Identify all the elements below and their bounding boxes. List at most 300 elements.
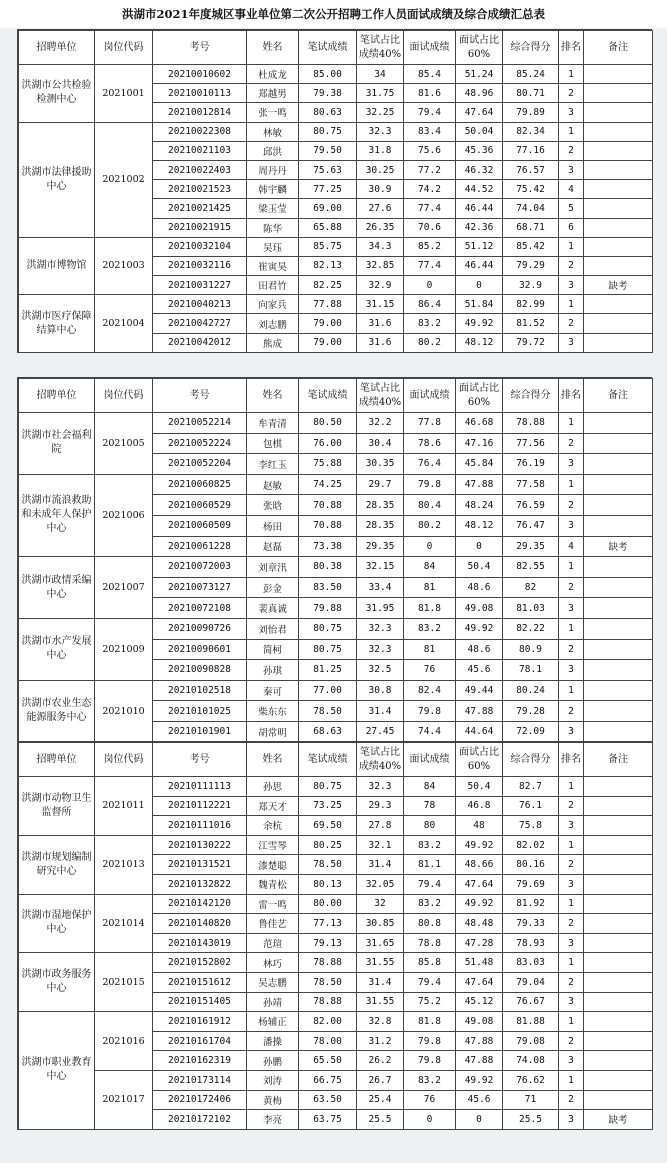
interview-score-cell: 74.2: [404, 180, 456, 199]
written-weighted-cell: 30.35: [357, 454, 404, 475]
rank-cell: 1: [559, 295, 584, 314]
written-score-cell: 73.38: [299, 536, 357, 557]
written-weighted-cell: 30.4: [357, 433, 404, 454]
interview-weighted-cell: 46.68: [456, 413, 503, 434]
table-row: [19, 835, 653, 855]
rank-cell: 1: [559, 413, 584, 434]
written-weighted-cell: 31.15: [357, 295, 404, 314]
header-total-score: 综合得分: [503, 31, 559, 65]
written-weighted-cell: 29.3: [357, 796, 404, 816]
remark-cell: [584, 1031, 653, 1051]
unit-cell: 洪湖市医疗保障结算中心: [19, 295, 95, 353]
name-cell: 魏青松: [247, 874, 299, 894]
exam-id-cell: 20210111113: [153, 777, 247, 797]
table-row: [19, 777, 653, 797]
post-code-cell: 2021004: [95, 295, 153, 353]
remark-cell: [584, 84, 653, 103]
written-weighted-cell: 28.35: [357, 495, 404, 516]
name-cell: 刘怡君: [247, 618, 299, 639]
rank-cell: 2: [559, 577, 584, 598]
unit-cell: 洪湖市政务服务中心: [19, 953, 95, 1012]
total-score-cell: 75.8: [503, 816, 559, 836]
total-score-cell: 85.42: [503, 237, 559, 256]
header-rank: 排名: [559, 743, 584, 777]
total-score-cell: 78.1: [503, 660, 559, 681]
interview-score-cell: 80.8: [404, 914, 456, 934]
remark-cell: [584, 972, 653, 992]
rank-cell: 1: [559, 618, 584, 639]
rank-cell: 2: [559, 84, 584, 103]
total-score-cell: 82.34: [503, 122, 559, 141]
post-code-cell: 2021006: [95, 474, 153, 556]
interview-weighted-cell: 51.12: [456, 237, 503, 256]
remark-cell: 缺考: [584, 536, 653, 557]
remark-cell: [584, 141, 653, 160]
exam-id-cell: 20210021523: [153, 180, 247, 199]
interview-weighted-cell: 50.04: [456, 122, 503, 141]
name-cell: 赵敏: [247, 474, 299, 495]
interview-score-cell: 81: [404, 639, 456, 660]
interview-weighted-cell: 48.12: [456, 515, 503, 536]
remark-cell: 缺考: [584, 276, 653, 295]
written-weighted-cell: 32.1: [357, 835, 404, 855]
remark-cell: [584, 835, 653, 855]
written-weighted-cell: 31.4: [357, 972, 404, 992]
written-score-cell: 80.75: [299, 122, 357, 141]
interview-score-cell: 83.2: [404, 618, 456, 639]
interview-weighted-cell: 47.64: [456, 874, 503, 894]
interview-weighted-cell: 45.84: [456, 454, 503, 475]
name-cell: 刘涛: [247, 1070, 299, 1090]
rank-cell: 1: [559, 1012, 584, 1032]
name-cell: 刘章汛: [247, 557, 299, 578]
interview-weighted-cell: 46.8: [456, 796, 503, 816]
written-score-cell: 63.75: [299, 1110, 357, 1130]
rank-cell: 4: [559, 180, 584, 199]
exam-id-cell: 20210022308: [153, 122, 247, 141]
interview-score-cell: 86.4: [404, 295, 456, 314]
header-interview-weighted: 面试占比60%: [456, 379, 503, 413]
exam-id-cell: 20210162319: [153, 1051, 247, 1071]
interview-score-cell: 70.6: [404, 218, 456, 237]
written-score-cell: 80.25: [299, 835, 357, 855]
exam-id-cell: 20210010113: [153, 84, 247, 103]
table-row: [19, 65, 653, 84]
written-score-cell: 69.50: [299, 816, 357, 836]
interview-weighted-cell: 42.36: [456, 218, 503, 237]
name-cell: 周丹丹: [247, 160, 299, 179]
written-score-cell: 82.00: [299, 1012, 357, 1032]
written-weighted-cell: 29.35: [357, 536, 404, 557]
remark-cell: [584, 295, 653, 314]
header-rank: 排名: [559, 379, 584, 413]
exam-id-cell: 20210032116: [153, 256, 247, 275]
name-cell: 韩宇麟: [247, 180, 299, 199]
total-score-cell: 81.88: [503, 1012, 559, 1032]
rank-cell: 2: [559, 855, 584, 875]
remark-cell: [584, 816, 653, 836]
post-code-cell: 2021001: [95, 65, 153, 123]
total-score-cell: 32.9: [503, 276, 559, 295]
exam-id-cell: 20210052224: [153, 433, 247, 454]
total-score-cell: 80.16: [503, 855, 559, 875]
name-cell: 鲁佳艺: [247, 914, 299, 934]
written-score-cell: 77.13: [299, 914, 357, 934]
interview-weighted-cell: 49.92: [456, 314, 503, 333]
written-weighted-cell: 32.2: [357, 413, 404, 434]
remark-cell: [584, 433, 653, 454]
exam-id-cell: 20210052214: [153, 413, 247, 434]
written-weighted-cell: 32: [357, 894, 404, 914]
rank-cell: 2: [559, 796, 584, 816]
header-row: [19, 31, 653, 65]
interview-score-cell: 83.2: [404, 1070, 456, 1090]
name-cell: 包棋: [247, 433, 299, 454]
remark-cell: [584, 598, 653, 619]
total-score-cell: 78.88: [503, 413, 559, 434]
total-score-cell: 81.03: [503, 598, 559, 619]
header-interview-weighted: 面试占比60%: [456, 31, 503, 65]
total-score-cell: 82.99: [503, 295, 559, 314]
interview-weighted-cell: 47.88: [456, 1051, 503, 1071]
interview-weighted-cell: 49.44: [456, 680, 503, 701]
written-score-cell: 80.75: [299, 777, 357, 797]
interview-weighted-cell: 49.92: [456, 618, 503, 639]
interview-weighted-cell: 46.32: [456, 160, 503, 179]
exam-id-cell: 20210111016: [153, 816, 247, 836]
total-score-cell: 82.22: [503, 618, 559, 639]
rank-cell: 1: [559, 680, 584, 701]
rank-cell: 1: [559, 237, 584, 256]
rank-cell: 3: [559, 816, 584, 836]
score-table-section: [17, 29, 652, 353]
written-weighted-cell: 31.75: [357, 84, 404, 103]
remark-cell: [584, 894, 653, 914]
post-code-cell: 2021010: [95, 680, 153, 742]
header-row: [19, 379, 653, 413]
total-score-cell: 74.04: [503, 199, 559, 218]
written-score-cell: 70.88: [299, 495, 357, 516]
written-score-cell: 80.38: [299, 557, 357, 578]
interview-weighted-cell: 0: [456, 1110, 503, 1130]
name-cell: 雷一鸣: [247, 894, 299, 914]
written-weighted-cell: 27.45: [357, 721, 404, 742]
remark-cell: [584, 218, 653, 237]
rank-cell: 2: [559, 701, 584, 722]
remark-cell: [584, 639, 653, 660]
unit-cell: 洪湖市动物卫生监督所: [19, 777, 95, 836]
rank-cell: 1: [559, 1070, 584, 1090]
exam-id-cell: 20210072108: [153, 598, 247, 619]
interview-weighted-cell: 46.44: [456, 256, 503, 275]
written-score-cell: 66.75: [299, 1070, 357, 1090]
unit-cell: 洪湖市农业生态能源服务中心: [19, 680, 95, 742]
name-cell: 秦可: [247, 680, 299, 701]
post-code-cell: 2021014: [95, 894, 153, 953]
total-score-cell: 82.55: [503, 557, 559, 578]
name-cell: 余杭: [247, 816, 299, 836]
written-weighted-cell: 32.25: [357, 103, 404, 122]
interview-score-cell: 76: [404, 660, 456, 681]
total-score-cell: 80.71: [503, 84, 559, 103]
total-score-cell: 76.62: [503, 1070, 559, 1090]
remark-cell: [584, 953, 653, 973]
interview-score-cell: 75.6: [404, 141, 456, 160]
post-code-cell: 2021002: [95, 122, 153, 237]
total-score-cell: 80.24: [503, 680, 559, 701]
header-post-code: 岗位代码: [95, 31, 153, 65]
total-score-cell: 81.92: [503, 894, 559, 914]
exam-id-cell: 20210132822: [153, 874, 247, 894]
remark-cell: [584, 413, 653, 434]
total-score-cell: 76.59: [503, 495, 559, 516]
name-cell: 杨田: [247, 515, 299, 536]
total-score-cell: 77.16: [503, 141, 559, 160]
name-cell: 张晗: [247, 495, 299, 516]
written-weighted-cell: 32.8: [357, 1012, 404, 1032]
rank-cell: 3: [559, 874, 584, 894]
interview-weighted-cell: 45.12: [456, 992, 503, 1012]
remark-cell: [584, 701, 653, 722]
rank-cell: 3: [559, 992, 584, 1012]
remark-cell: [584, 796, 653, 816]
unit-cell: 洪湖市流浪救助和未成年人保护中心: [19, 474, 95, 556]
exam-id-cell: 20210021915: [153, 218, 247, 237]
interview-score-cell: 76: [404, 1090, 456, 1110]
remark-cell: [584, 577, 653, 598]
exam-id-cell: 20210010602: [153, 65, 247, 84]
written-score-cell: 78.50: [299, 701, 357, 722]
rank-cell: 1: [559, 557, 584, 578]
remark-cell: [584, 1012, 653, 1032]
exam-id-cell: 20210042727: [153, 314, 247, 333]
name-cell: 孙琪: [247, 660, 299, 681]
written-weighted-cell: 30.9: [357, 180, 404, 199]
header-unit: 招聘单位: [19, 31, 95, 65]
exam-id-cell: 20210101901: [153, 721, 247, 742]
header-written-weighted: 笔试占比成绩40%: [357, 31, 404, 65]
rank-cell: 3: [559, 598, 584, 619]
total-score-cell: 25.5: [503, 1110, 559, 1130]
exam-id-cell: 20210090726: [153, 618, 247, 639]
rank-cell: 1: [559, 122, 584, 141]
interview-score-cell: 81.8: [404, 1012, 456, 1032]
exam-id-cell: 20210101025: [153, 701, 247, 722]
total-score-cell: 79.72: [503, 333, 559, 352]
interview-weighted-cell: 0: [456, 536, 503, 557]
interview-score-cell: 74.4: [404, 721, 456, 742]
interview-weighted-cell: 46.44: [456, 199, 503, 218]
interview-weighted-cell: 47.64: [456, 972, 503, 992]
interview-score-cell: 81.1: [404, 855, 456, 875]
interview-weighted-cell: 49.92: [456, 1070, 503, 1090]
written-weighted-cell: 31.4: [357, 855, 404, 875]
unit-cell: 洪湖市水产发展中心: [19, 618, 95, 680]
interview-weighted-cell: 51.84: [456, 295, 503, 314]
written-weighted-cell: 31.65: [357, 933, 404, 953]
header-written-weighted: 笔试占比成绩40%: [357, 379, 404, 413]
rank-cell: 1: [559, 777, 584, 797]
remark-cell: [584, 256, 653, 275]
interview-score-cell: 0: [404, 276, 456, 295]
written-score-cell: 83.50: [299, 577, 357, 598]
exam-id-cell: 20210072003: [153, 557, 247, 578]
score-table: [18, 30, 653, 353]
interview-weighted-cell: 48.66: [456, 855, 503, 875]
exam-id-cell: 20210012814: [153, 103, 247, 122]
written-weighted-cell: 31.6: [357, 333, 404, 352]
exam-id-cell: 20210021425: [153, 199, 247, 218]
exam-id-cell: 20210061228: [153, 536, 247, 557]
written-weighted-cell: 26.7: [357, 1070, 404, 1090]
written-weighted-cell: 31.4: [357, 701, 404, 722]
written-weighted-cell: 32.5: [357, 660, 404, 681]
name-cell: 孙靖: [247, 992, 299, 1012]
name-cell: 邱洪: [247, 141, 299, 160]
exam-id-cell: 20210172102: [153, 1110, 247, 1130]
score-table-section: [17, 741, 652, 1130]
header-remark: 备注: [584, 379, 653, 413]
rank-cell: 3: [559, 333, 584, 352]
interview-weighted-cell: 45.6: [456, 1090, 503, 1110]
total-score-cell: 79.28: [503, 701, 559, 722]
name-cell: 孙思: [247, 777, 299, 797]
exam-id-cell: 20210161912: [153, 1012, 247, 1032]
unit-cell: 洪湖市湿地保护中心: [19, 894, 95, 953]
exam-id-cell: 20210073127: [153, 577, 247, 598]
name-cell: 简柯: [247, 639, 299, 660]
interview-weighted-cell: 49.08: [456, 1012, 503, 1032]
written-weighted-cell: 34.3: [357, 237, 404, 256]
interview-weighted-cell: 45.6: [456, 660, 503, 681]
exam-id-cell: 20210130222: [153, 835, 247, 855]
remark-cell: [584, 992, 653, 1012]
total-score-cell: 76.19: [503, 454, 559, 475]
written-score-cell: 80.75: [299, 618, 357, 639]
interview-score-cell: 85.8: [404, 953, 456, 973]
header-exam-id: 考号: [153, 31, 247, 65]
rank-cell: 1: [559, 835, 584, 855]
written-score-cell: 80.75: [299, 639, 357, 660]
unit-cell: 洪湖市政情采编中心: [19, 557, 95, 619]
written-weighted-cell: 30.25: [357, 160, 404, 179]
remark-cell: [584, 474, 653, 495]
written-weighted-cell: 27.8: [357, 816, 404, 836]
remark-cell: [584, 721, 653, 742]
interview-score-cell: 79.4: [404, 972, 456, 992]
interview-weighted-cell: 49.92: [456, 835, 503, 855]
interview-weighted-cell: 47.28: [456, 933, 503, 953]
header-unit: 招聘单位: [19, 379, 95, 413]
rank-cell: 2: [559, 1031, 584, 1051]
remark-cell: [584, 333, 653, 352]
rank-cell: 2: [559, 972, 584, 992]
header-interview-score: 面试成绩: [404, 743, 456, 777]
exam-id-cell: 20210161704: [153, 1031, 247, 1051]
total-score-cell: 83.03: [503, 953, 559, 973]
written-score-cell: 82.13: [299, 256, 357, 275]
interview-weighted-cell: 48.6: [456, 577, 503, 598]
rank-cell: 1: [559, 953, 584, 973]
written-weighted-cell: 31.2: [357, 1031, 404, 1051]
table-row: [19, 557, 653, 578]
score-table-section: [17, 377, 652, 743]
post-code-cell: 2021015: [95, 953, 153, 1012]
name-cell: 郑越男: [247, 84, 299, 103]
rank-cell: 3: [559, 933, 584, 953]
written-weighted-cell: 32.85: [357, 256, 404, 275]
interview-score-cell: 81: [404, 577, 456, 598]
remark-cell: [584, 314, 653, 333]
written-score-cell: 68.63: [299, 721, 357, 742]
interview-weighted-cell: 48.6: [456, 639, 503, 660]
score-table: [18, 378, 653, 743]
header-remark: 备注: [584, 743, 653, 777]
interview-score-cell: 80.4: [404, 495, 456, 516]
interview-weighted-cell: 47.88: [456, 701, 503, 722]
written-score-cell: 78.50: [299, 855, 357, 875]
header-written-weighted: 笔试占比成绩40%: [357, 743, 404, 777]
rank-cell: 4: [559, 536, 584, 557]
table-row: [19, 122, 653, 141]
written-weighted-cell: 26.35: [357, 218, 404, 237]
remark-cell: [584, 914, 653, 934]
post-code-cell: 2021007: [95, 557, 153, 619]
rank-cell: 2: [559, 639, 584, 660]
written-score-cell: 80.13: [299, 874, 357, 894]
name-cell: 赵磊: [247, 536, 299, 557]
written-score-cell: 78.88: [299, 953, 357, 973]
total-score-cell: 85.24: [503, 65, 559, 84]
interview-score-cell: 81.6: [404, 84, 456, 103]
exam-id-cell: 20210090601: [153, 639, 247, 660]
name-cell: 田君竹: [247, 276, 299, 295]
name-cell: 向家兵: [247, 295, 299, 314]
remark-cell: [584, 1051, 653, 1071]
unit-cell: 洪湖市规划编制研究中心: [19, 835, 95, 894]
table-row: [19, 618, 653, 639]
rank-cell: 3: [559, 660, 584, 681]
exam-id-cell: 20210042012: [153, 333, 247, 352]
total-score-cell: 76.1: [503, 796, 559, 816]
exam-id-cell: 20210140820: [153, 914, 247, 934]
total-score-cell: 82.02: [503, 835, 559, 855]
written-weighted-cell: 31.55: [357, 992, 404, 1012]
interview-score-cell: 80.2: [404, 515, 456, 536]
interview-score-cell: 83.2: [404, 835, 456, 855]
written-weighted-cell: 30.8: [357, 680, 404, 701]
name-cell: 漆楚聪: [247, 855, 299, 875]
written-score-cell: 69.00: [299, 199, 357, 218]
name-cell: 潘操: [247, 1031, 299, 1051]
header-interview-weighted: 面试占比60%: [456, 743, 503, 777]
total-score-cell: 76.67: [503, 992, 559, 1012]
name-cell: 崔寅昊: [247, 256, 299, 275]
post-code-cell: 2021017: [95, 1070, 153, 1129]
header-name: 姓名: [247, 31, 299, 65]
exam-id-cell: 20210112221: [153, 796, 247, 816]
remark-cell: [584, 618, 653, 639]
written-weighted-cell: 32.3: [357, 122, 404, 141]
written-score-cell: 65.50: [299, 1051, 357, 1071]
remark-cell: [584, 103, 653, 122]
remark-cell: [584, 160, 653, 179]
rank-cell: 3: [559, 515, 584, 536]
header-post-code: 岗位代码: [95, 379, 153, 413]
header-exam-id: 考号: [153, 379, 247, 413]
name-cell: 吴珏: [247, 237, 299, 256]
header-post-code: 岗位代码: [95, 743, 153, 777]
